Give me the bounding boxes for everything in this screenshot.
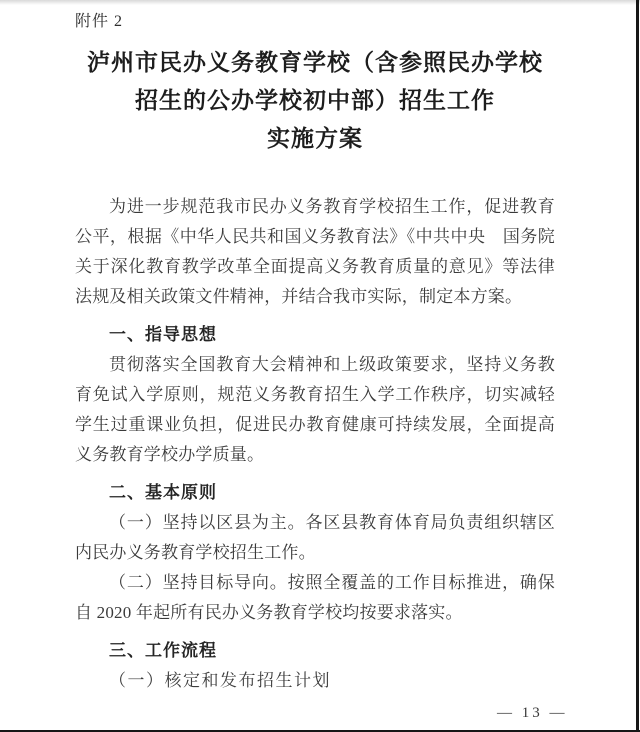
section2-item-1: （一）坚持以区县为主。各区县教育体育局负责组织辖区内民办义务教育学校招生工作。 <box>75 513 555 562</box>
section2-item-2: （二）坚持目标导向。按照全覆盖的工作目标推进，确保自 2020 年起所有民办义务教育学校均按要求落实。 <box>75 573 555 622</box>
section-heading-work-process: 三、工作流程 <box>109 641 217 660</box>
section-heading-basic-principles: 二、基本原则 <box>109 483 217 502</box>
document-title <box>75 44 555 158</box>
intro-paragraph: 为进一步规范我市民办义务教育学校招生工作，促进教育公平，根据《中华人民共和国义务教育法》《中共中央 国务院关于深化教育教学改革全面提高义务教育质量的意见》等法律法规及相关政策文件精神，并结合我市实际，制定本方案。 <box>75 197 555 306</box>
section1-paragraph: 贯彻落实全国教育大会精神和上级政策要求，坚持义务教育免试入学原则，规范义务教育招生入学工作秩序，切实减轻学生过重课业负担，促进民办教育健康可持续发展，全面提高义务教育学校办学质量。 <box>75 355 555 464</box>
document-title-line-2: 招生的公办学校初中部）招生工作 <box>135 88 495 113</box>
page-number: — 13 — <box>497 705 568 721</box>
section-heading-guiding-ideology: 一、指导思想 <box>109 325 217 344</box>
section3-item-1: （一）核定和发布招生计划 <box>109 671 331 690</box>
document-title-line-3: 实施方案 <box>267 126 363 151</box>
document-body <box>75 192 555 696</box>
scan-edge-right <box>636 0 639 732</box>
attachment-label: 附件 2 <box>75 13 124 30</box>
document-title-line-1: 泸州市民办义务教育学校（含参照民办学校 <box>87 50 543 75</box>
